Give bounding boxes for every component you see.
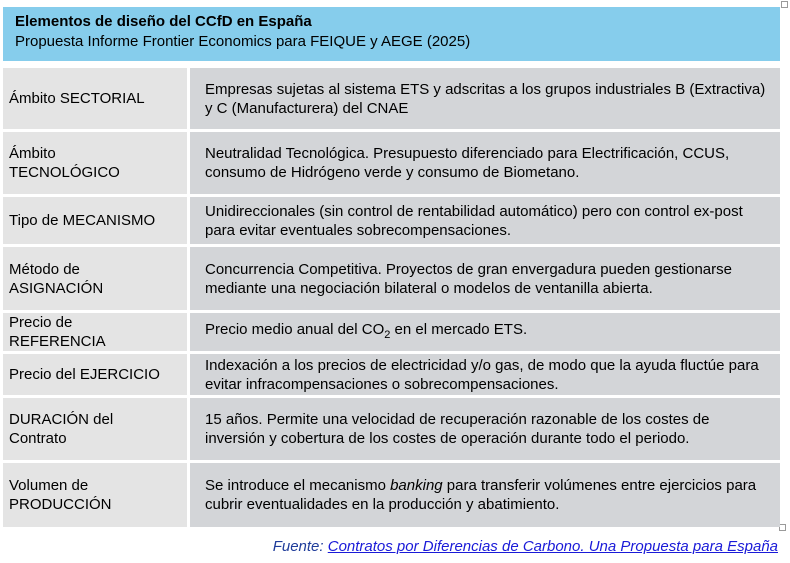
row-label-line: Volumen de: [9, 476, 89, 494]
row-description-text: en el mercado ETS.: [390, 320, 528, 338]
row-label-line: Precio de: [9, 314, 73, 331]
row-description-text: 2: [384, 328, 391, 341]
row-description-text: Neutralidad Tecnológica. Presupuesto diferenciado para Electrificación, CCUS, consumo de Hidrógeno verde y consumo de Biometano.: [205, 145, 730, 181]
table-row: [3, 246, 780, 312]
corner-mark-top-right: [781, 1, 788, 8]
row-description-text: Se introduce el mecanismo: [205, 476, 391, 494]
row-label-line: Ámbito SECTORIAL: [9, 90, 145, 107]
row-label: [3, 353, 189, 397]
row-description: [189, 397, 781, 462]
source-note: [273, 538, 778, 555]
row-label-line: Precio del EJERCICIO: [9, 366, 160, 383]
row-label: [3, 462, 189, 527]
row-label-line: Tipo de MECANISMO: [9, 212, 156, 229]
row-description: [189, 246, 781, 312]
source-link[interactable]: Contratos por Diferencias de Carbono. Una Propuesta para España: [327, 538, 778, 555]
table-row: [3, 353, 780, 397]
table-row: [3, 397, 780, 462]
row-description-text: para transferir volúmenes entre ejercicios para cubrir eventualidades en la producción y abatimiento.: [205, 476, 757, 513]
row-description: [189, 312, 781, 353]
row-description-text: Concurrencia Competitiva. Proyectos de gran envergadura pueden gestionarse mediante una negociación bilateral o modelos de ventanilla abierta.: [205, 260, 732, 297]
row-label-line: Método de: [9, 260, 80, 278]
row-description: [189, 462, 781, 527]
row-description: [189, 196, 781, 246]
row-description: [189, 353, 781, 397]
row-label: [3, 67, 189, 131]
row-label: [3, 397, 189, 462]
row-description-text: Precio medio anual del CO: [205, 320, 385, 338]
row-label: [3, 131, 189, 196]
row-description: [189, 131, 781, 196]
row-description-text: Empresas sujetas al sistema ETS y adscritas a los grupos industriales B (Extractiva) y C (Manufacturera) del CNAE: [205, 80, 766, 117]
table-row: [3, 462, 780, 527]
row-description-text: Unidireccionales (sin control de rentabilidad automático) pero con control ex-post para evitar eventuales sobrecompensaciones.: [205, 202, 743, 239]
corner-mark-bottom-right: [779, 524, 786, 531]
table-row: [3, 67, 780, 131]
row-label-line: DURACIÓN del: [9, 411, 114, 428]
row-label-line: TECNOLÓGICO: [9, 164, 120, 181]
row-label: [3, 246, 189, 312]
table-title: Elementos de diseño del CCfD en España: [15, 13, 312, 30]
row-label-line: ASIGNACIÓN: [9, 279, 104, 297]
source-prefix: Fuente:: [272, 538, 324, 555]
row-description: [189, 67, 781, 131]
row-description-text: Indexación a los precios de electricidad y/o gas, de modo que la ayuda fluctúe para evitar infracompensaciones o sobrecompensaciones.: [205, 356, 759, 393]
row-description-text: 15 años. Permite una velocidad de recuperación razonable de los costes de inversión y cobertura de los costes de operación durante todo el periodo.: [205, 411, 710, 447]
ccfd-design-table: [3, 65, 780, 527]
row-label: [3, 196, 189, 246]
table-body: [3, 67, 780, 527]
table-header: [3, 7, 780, 61]
table-subtitle: Propuesta Informe Frontier Economics para FEIQUE y AEGE (2025): [15, 33, 471, 50]
row-label-line: PRODUCCIÓN: [9, 495, 112, 513]
row-label: [3, 312, 189, 353]
table-row: [3, 312, 780, 353]
table-row: [3, 131, 780, 196]
row-description-text: banking: [390, 476, 443, 494]
row-label-line: Ámbito: [9, 145, 56, 162]
row-label-line: REFERENCIA: [9, 333, 106, 350]
row-label-line: Contrato: [9, 430, 67, 447]
table-row: [3, 196, 780, 246]
